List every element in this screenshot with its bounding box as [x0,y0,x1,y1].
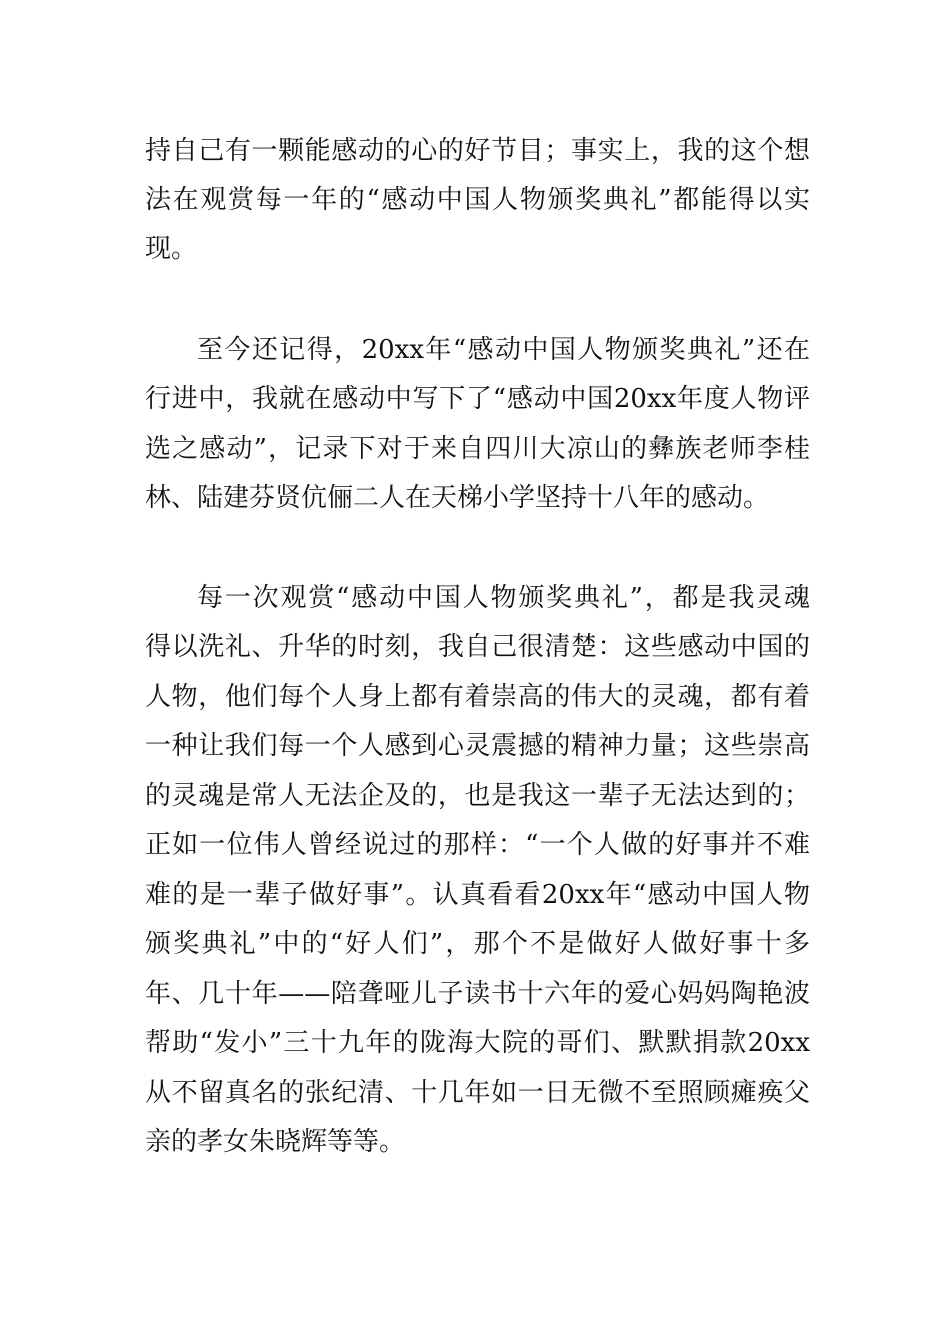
paragraph-3-line-10: 帮助“发小”三十九年的陇海大院的哥们、默默捐款20xx [145,1028,810,1058]
paragraph-3-line-3: 人物，他们每个人身上都有着崇高的伟大的灵魂，都有着 [145,682,810,712]
paragraph-3-line-1: 每一次观赏“感动中国人物颁奖典礼”，都是我灵魂 [197,583,810,613]
paragraph-3-line-12: 亲的孝女朱晓辉等等。 [145,1127,406,1157]
paragraph-3-line-11: 从不留真名的张纪清、十几年如一日无微不至照顾瘫痪父 [145,1078,810,1108]
paragraph-3-line-4: 一种让我们每一个人感到心灵震撼的精神力量；这些崇高 [145,731,810,761]
paragraph-2-line-3: 选之感动”，记录下对于来自四川大凉山的彝族老师李桂 [145,434,810,464]
paragraph-3-line-8: 颁奖典礼”中的“好人们”，那个不是做好人做好事十多 [145,929,810,959]
paragraph-3-line-6: 正如一位伟人曾经说过的那样：“一个人做的好事并不难 [145,830,810,860]
paragraph-3-line-2: 得以洗礼、升华的时刻，我自己很清楚：这些感动中国的 [145,632,810,662]
paragraph-1-line-1: 持自己有一颗能感动的心的好节目；事实上，我的这个想 [145,136,810,166]
paragraph-2-line-1: 至今还记得，20xx年“感动中国人物颁奖典礼”还在 [197,335,810,365]
paragraph-3-line-5: 的灵魂是常人无法企及的，也是我这一辈子无法达到的； [145,781,810,811]
paragraph-2-line-2: 行进中，我就在感动中写下了“感动中国20xx年度人物评 [145,384,810,414]
paragraph-1-line-2: 法在观赏每一年的“感动中国人物颁奖典礼”都能得以实 [145,185,810,215]
paragraph-2-line-4: 林、陆建芬贤伉俪二人在天梯小学坚持十八年的感动。 [145,483,770,513]
paragraph-3-line-9: 年、几十年——陪聋哑儿子读书十六年的爱心妈妈陶艳波 [145,979,810,1009]
paragraph-3-line-7: 难的是一辈子做好事”。认真看看20xx年“感动中国人物 [145,880,810,910]
paragraph-1-line-3: 现。 [145,234,198,264]
